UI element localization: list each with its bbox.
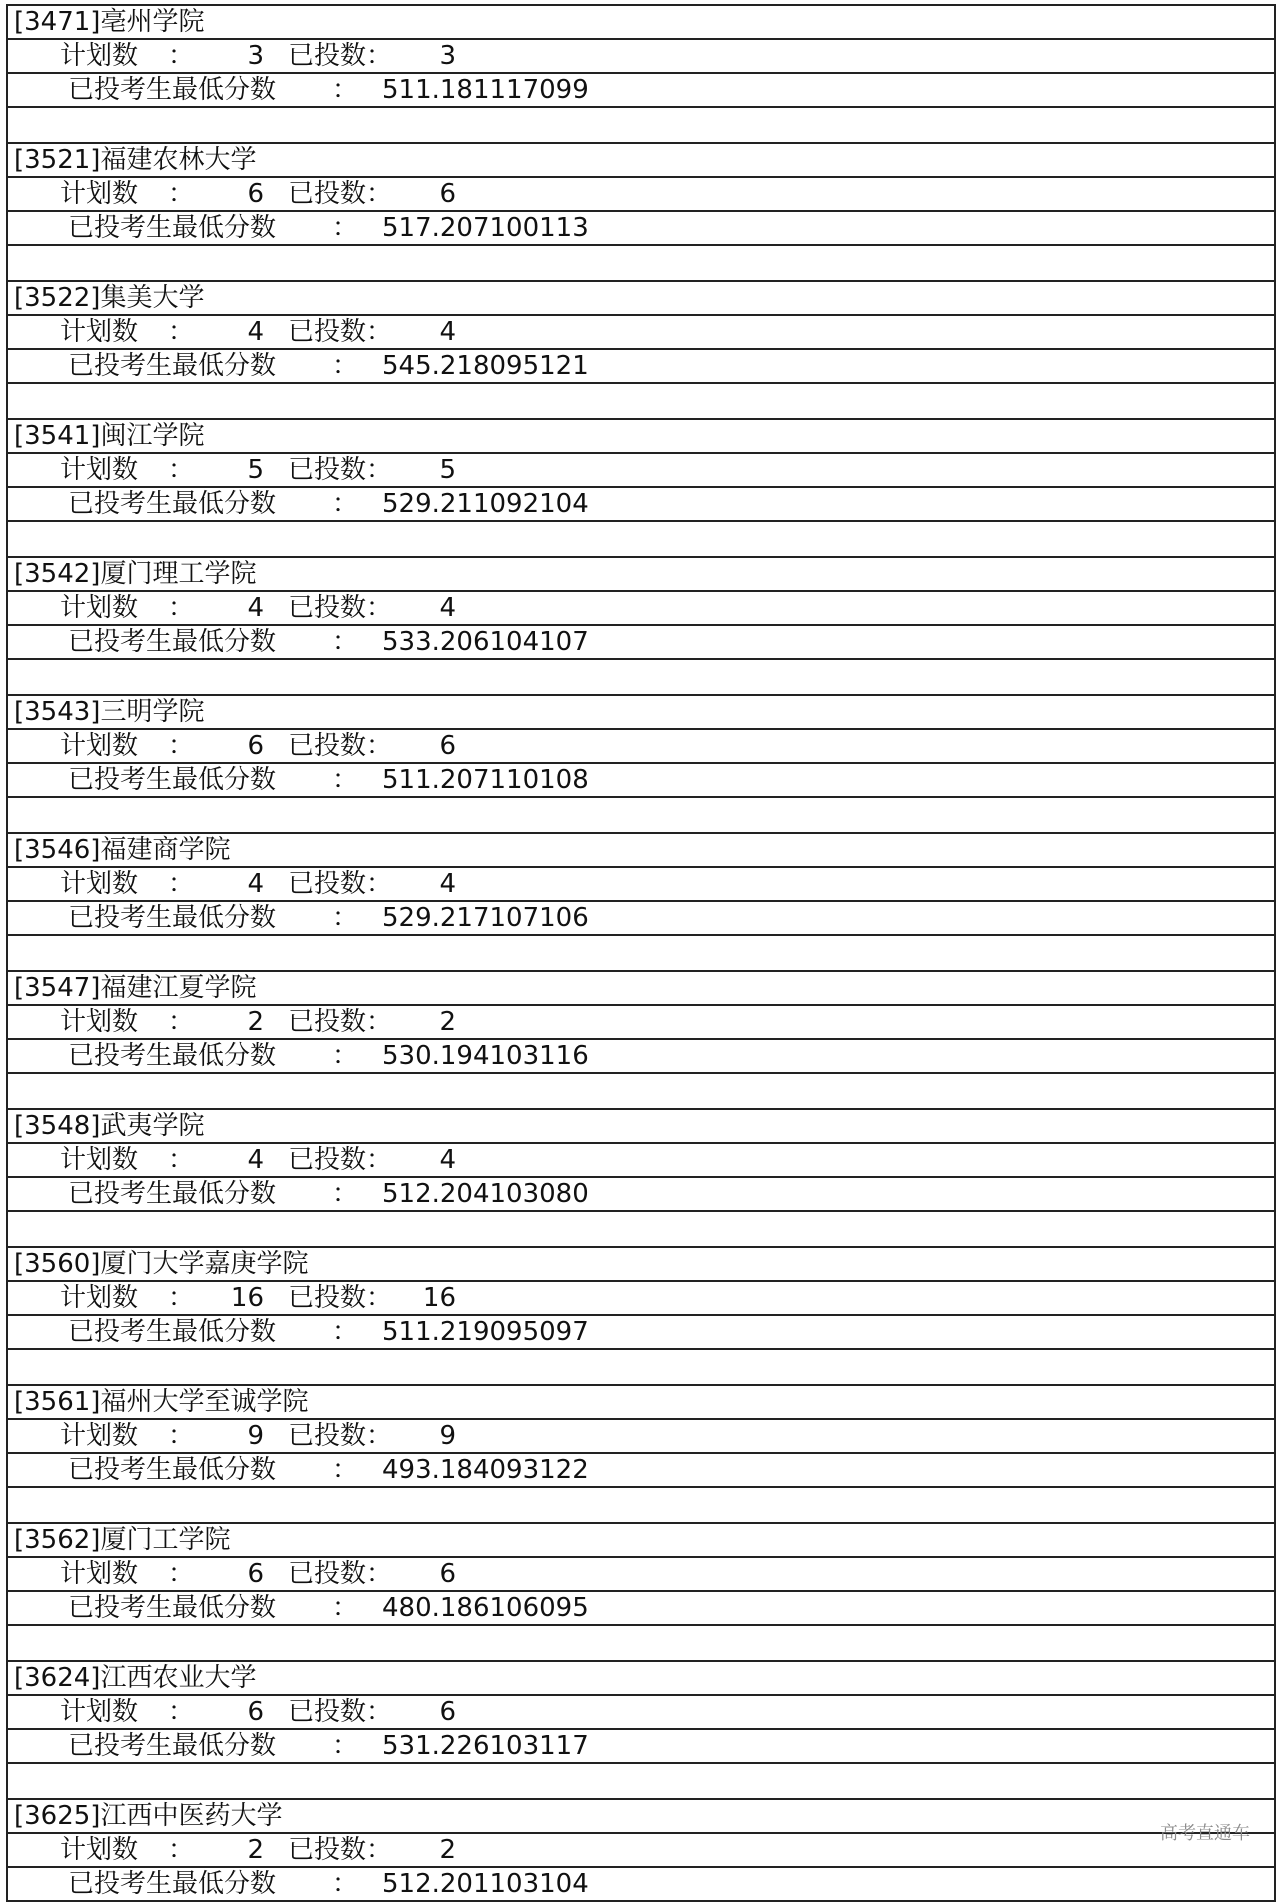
min-score-row [8,488,1274,522]
min-score-value: 531.226103117 [382,1731,589,1761]
plan-count: 2 [247,1835,264,1865]
min-score-row [8,74,1274,108]
school-name: 福建江夏学院 [100,973,257,1003]
submitted-count: 9 [439,1421,456,1451]
min-score-label: 已投考生最低分数 [68,1455,277,1485]
plan-row [8,316,1274,350]
submitted-count: 5 [439,455,456,485]
plan-label: 计划数 [60,179,139,209]
plan-label: 计划数 [60,1421,139,1451]
submitted-count: 4 [439,1145,456,1175]
submitted-label: 已投数： [288,1007,393,1037]
school-name: 三明学院 [100,697,205,727]
min-score-label: 已投考生最低分数 [68,1179,277,1209]
plan-row [8,1420,1274,1454]
school-code: [3560] [14,1249,101,1279]
submitted-label: 已投数： [288,1145,393,1175]
spacer-row [8,1074,1274,1110]
submitted-label: 已投数： [288,593,393,623]
spacer-row [8,1764,1274,1800]
min-score-value: 533.206104107 [382,627,589,657]
plan-count: 6 [247,1697,264,1727]
plan-count: 5 [247,455,264,485]
school-block [8,1800,1274,1902]
plan-count: 4 [247,869,264,899]
plan-colon: ： [168,1559,195,1589]
submitted-count: 4 [439,869,456,899]
spacer-row [8,798,1274,834]
school-title-row [8,972,1274,1006]
min-score-colon: ： [332,489,359,519]
min-score-row [8,212,1274,246]
plan-count: 6 [247,1559,264,1589]
plan-row [8,1006,1274,1040]
plan-count: 4 [247,593,264,623]
plan-row [8,178,1274,212]
plan-label: 计划数 [60,455,139,485]
plan-colon: ： [168,1007,195,1037]
submitted-label: 已投数： [288,317,393,347]
submitted-label: 已投数： [288,1283,393,1313]
school-block [8,1524,1274,1662]
admission-table [6,4,1276,1902]
plan-colon: ： [168,1145,195,1175]
plan-row [8,1144,1274,1178]
min-score-value: 493.184093122 [382,1455,589,1485]
min-score-row [8,764,1274,798]
school-block [8,144,1274,282]
plan-row [8,1834,1274,1868]
submitted-count: 4 [439,593,456,623]
submitted-label: 已投数： [288,731,393,761]
school-title-row [8,282,1274,316]
submitted-label: 已投数： [288,41,393,71]
school-block [8,558,1274,696]
min-score-colon: ： [332,1731,359,1761]
min-score-label: 已投考生最低分数 [68,489,277,519]
plan-colon: ： [168,593,195,623]
min-score-label: 已投考生最低分数 [68,765,277,795]
plan-colon: ： [168,1835,195,1865]
min-score-colon: ： [332,627,359,657]
submitted-count: 16 [422,1283,456,1313]
school-block [8,1248,1274,1386]
plan-row [8,1696,1274,1730]
min-score-label: 已投考生最低分数 [68,213,277,243]
submitted-count: 6 [439,1697,456,1727]
spacer-row [8,660,1274,696]
submitted-label: 已投数： [288,1421,393,1451]
plan-label: 计划数 [60,593,139,623]
plan-label: 计划数 [60,1697,139,1727]
min-score-label: 已投考生最低分数 [68,1041,277,1071]
plan-count: 2 [247,1007,264,1037]
spacer-row [8,1488,1274,1524]
min-score-colon: ： [332,213,359,243]
spacer-row [8,936,1274,972]
submitted-label: 已投数： [288,1697,393,1727]
plan-count: 6 [247,731,264,761]
plan-row [8,592,1274,626]
min-score-colon: ： [332,1179,359,1209]
school-title-row [8,558,1274,592]
school-block [8,1110,1274,1248]
min-score-value: 512.204103080 [382,1179,589,1209]
school-block [8,1386,1274,1524]
spacer-row [8,1626,1274,1662]
min-score-value: 511.219095097 [382,1317,589,1347]
plan-row [8,1558,1274,1592]
submitted-label: 已投数： [288,1835,393,1865]
min-score-colon: ： [332,1041,359,1071]
min-score-row [8,1316,1274,1350]
school-block [8,972,1274,1110]
plan-colon: ： [168,455,195,485]
spacer-row [8,1350,1274,1386]
min-score-colon: ： [332,351,359,381]
plan-row [8,40,1274,74]
plan-colon: ： [168,731,195,761]
school-code: [3521] [14,145,101,175]
school-title-row [8,1662,1274,1696]
min-score-row [8,350,1274,384]
school-name: 厦门大学嘉庚学院 [100,1249,309,1279]
min-score-row [8,1592,1274,1626]
spacer-row [8,384,1274,420]
min-score-colon: ： [332,75,359,105]
submitted-label: 已投数： [288,869,393,899]
min-score-label: 已投考生最低分数 [68,1731,277,1761]
plan-colon: ： [168,1697,195,1727]
min-score-label: 已投考生最低分数 [68,1317,277,1347]
school-title-row [8,1248,1274,1282]
school-name: 集美大学 [100,283,205,313]
plan-label: 计划数 [60,41,139,71]
school-name: 福建商学院 [100,835,231,865]
min-score-label: 已投考生最低分数 [68,627,277,657]
min-score-row [8,902,1274,936]
min-score-value: 512.201103104 [382,1869,589,1899]
plan-label: 计划数 [60,731,139,761]
plan-count: 16 [230,1283,264,1313]
submitted-count: 2 [439,1007,456,1037]
school-code: [3625] [14,1801,101,1831]
submitted-label: 已投数： [288,455,393,485]
school-title-row [8,420,1274,454]
plan-label: 计划数 [60,869,139,899]
submitted-count: 6 [439,731,456,761]
school-block [8,282,1274,420]
school-block [8,6,1274,144]
school-name: 福建农林大学 [100,145,257,175]
school-name: 厦门工学院 [100,1525,231,1555]
plan-row [8,1282,1274,1316]
min-score-label: 已投考生最低分数 [68,1593,277,1623]
submitted-label: 已投数： [288,179,393,209]
plan-colon: ： [168,179,195,209]
school-name: 亳州学院 [100,7,205,37]
min-score-colon: ： [332,765,359,795]
school-code: [3522] [14,283,101,313]
min-score-value: 511.181117099 [382,75,589,105]
spacer-row [8,246,1274,282]
school-code: [3548] [14,1111,101,1141]
plan-colon: ： [168,1421,195,1451]
school-block [8,696,1274,834]
plan-row [8,868,1274,902]
plan-label: 计划数 [60,1283,139,1313]
min-score-value: 480.186106095 [382,1593,589,1623]
school-code: [3562] [14,1525,101,1555]
min-score-value: 530.194103116 [382,1041,589,1071]
school-code: [3471] [14,7,101,37]
min-score-row [8,1178,1274,1212]
min-score-row [8,1040,1274,1074]
school-code: [3541] [14,421,101,451]
min-score-row [8,626,1274,660]
plan-label: 计划数 [60,1559,139,1589]
min-score-colon: ： [332,1593,359,1623]
plan-count: 3 [247,41,264,71]
plan-row [8,454,1274,488]
school-title-row [8,144,1274,178]
min-score-row [8,1454,1274,1488]
plan-count: 9 [247,1421,264,1451]
school-name: 江西中医药大学 [100,1801,283,1831]
school-name: 武夷学院 [100,1111,205,1141]
school-code: [3543] [14,697,101,727]
school-code: [3547] [14,973,101,1003]
min-score-label: 已投考生最低分数 [68,903,277,933]
min-score-colon: ： [332,1317,359,1347]
min-score-value: 517.207100113 [382,213,589,243]
school-code: [3624] [14,1663,101,1693]
school-name: 江西农业大学 [100,1663,257,1693]
min-score-label: 已投考生最低分数 [68,75,277,105]
school-title-row [8,1524,1274,1558]
school-title-row [8,834,1274,868]
school-title-row [8,1110,1274,1144]
plan-count: 4 [247,1145,264,1175]
min-score-label: 已投考生最低分数 [68,1869,277,1899]
school-block [8,834,1274,972]
school-code: [3542] [14,559,101,589]
school-name: 闽江学院 [100,421,205,451]
school-name: 福州大学至诚学院 [100,1387,309,1417]
plan-label: 计划数 [60,1145,139,1175]
min-score-colon: ： [332,1869,359,1899]
spacer-row [8,108,1274,144]
school-title-row [8,1386,1274,1420]
plan-count: 4 [247,317,264,347]
min-score-row [8,1868,1274,1902]
min-score-colon: ： [332,1455,359,1485]
submitted-count: 4 [439,317,456,347]
submitted-count: 6 [439,179,456,209]
school-title-row [8,1800,1274,1834]
school-title-row [8,6,1274,40]
plan-row [8,730,1274,764]
min-score-row [8,1730,1274,1764]
submitted-count: 3 [439,41,456,71]
submitted-label: 已投数： [288,1559,393,1589]
min-score-value: 545.218095121 [382,351,589,381]
submitted-count: 2 [439,1835,456,1865]
min-score-value: 529.217107106 [382,903,589,933]
plan-colon: ： [168,869,195,899]
submitted-count: 6 [439,1559,456,1589]
plan-colon: ： [168,1283,195,1313]
school-code: [3546] [14,835,101,865]
min-score-value: 529.211092104 [382,489,589,519]
plan-label: 计划数 [60,1007,139,1037]
school-title-row [8,696,1274,730]
min-score-value: 511.207110108 [382,765,589,795]
watermark: 高考直通车 [1160,1823,1250,1844]
school-code: [3561] [14,1387,101,1417]
spacer-row [8,522,1274,558]
spacer-row [8,1212,1274,1248]
school-name: 厦门理工学院 [100,559,257,589]
plan-count: 6 [247,179,264,209]
plan-label: 计划数 [60,317,139,347]
school-block [8,420,1274,558]
plan-colon: ： [168,41,195,71]
min-score-label: 已投考生最低分数 [68,351,277,381]
school-block [8,1662,1274,1800]
plan-label: 计划数 [60,1835,139,1865]
min-score-colon: ： [332,903,359,933]
plan-colon: ： [168,317,195,347]
